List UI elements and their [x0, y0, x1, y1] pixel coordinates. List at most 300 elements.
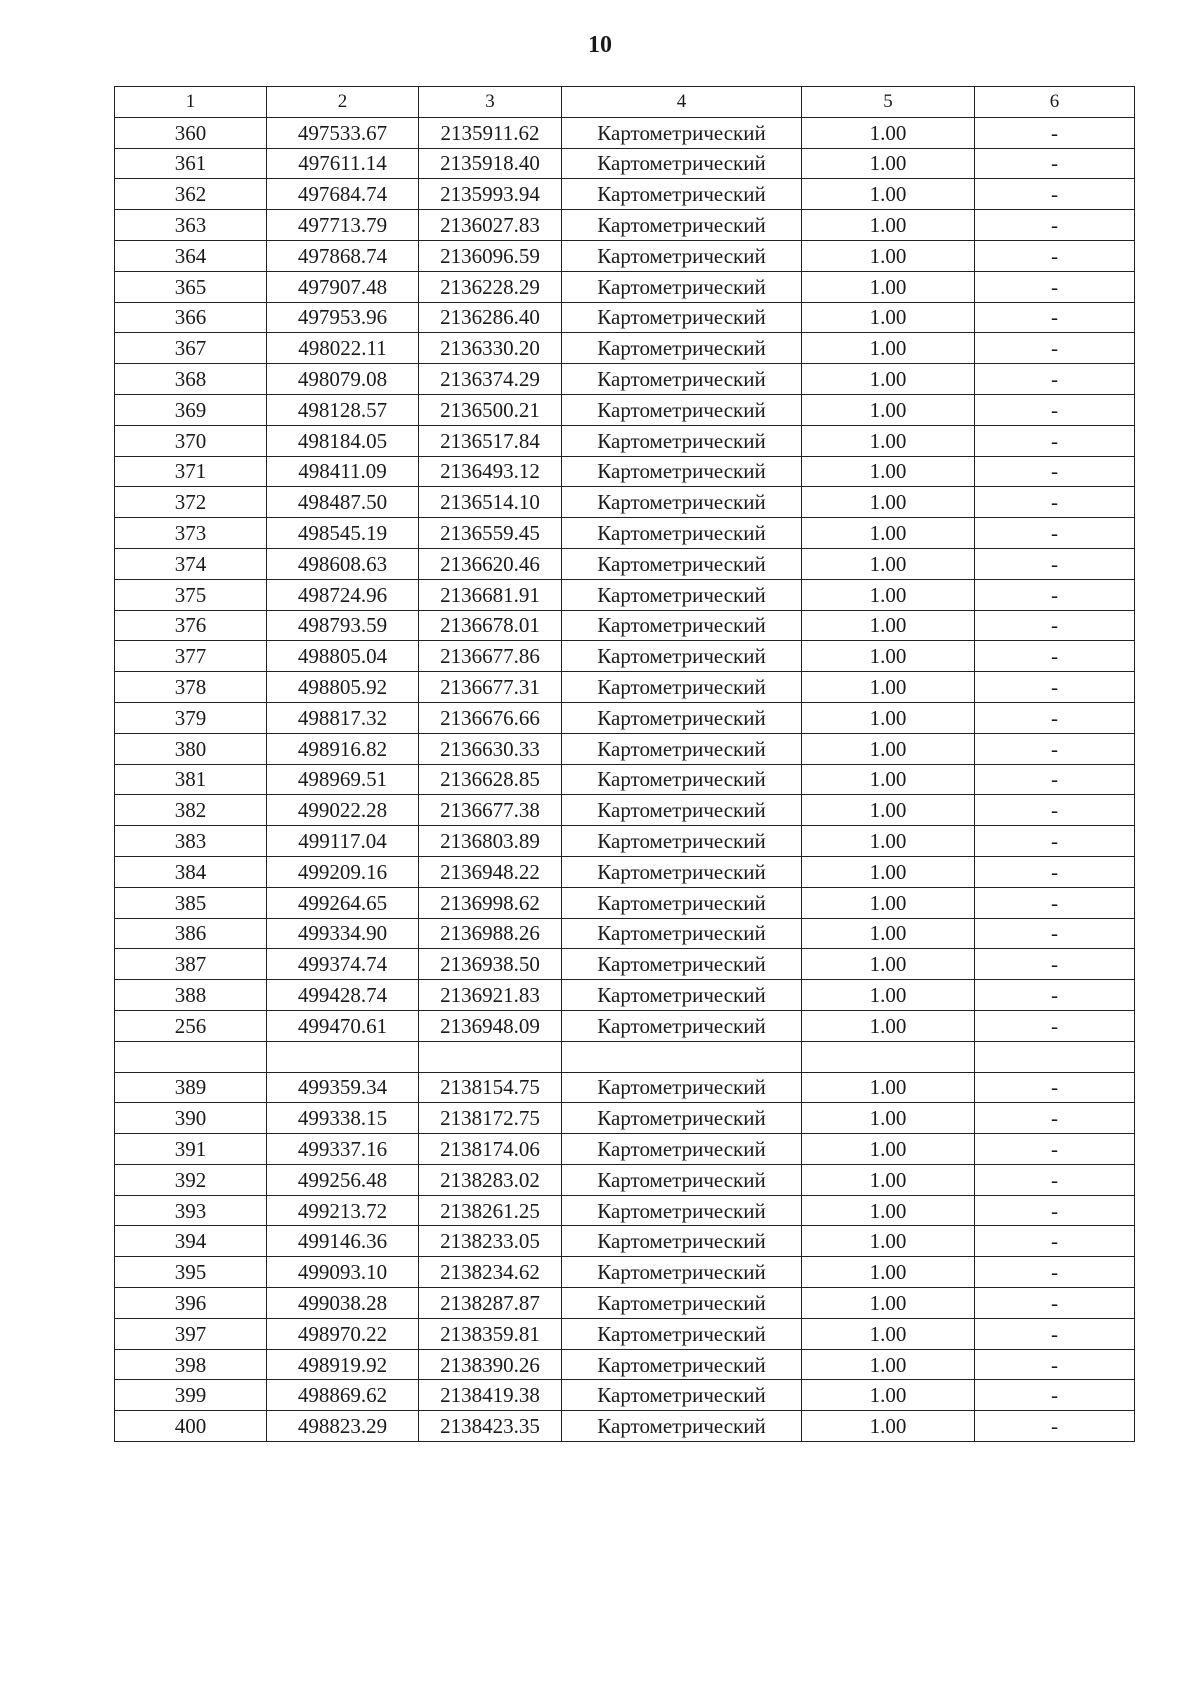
description-cell: - [975, 1072, 1135, 1103]
method-cell: Картометрический [562, 579, 802, 610]
y-coordinate-cell: 2135918.40 [419, 148, 562, 179]
table-row [115, 733, 1135, 764]
method-cell: Картометрический [562, 1103, 802, 1134]
x-coordinate-cell: 498805.92 [267, 672, 419, 703]
point-number-cell: 376 [115, 610, 267, 641]
y-coordinate-cell: 2136677.86 [419, 641, 562, 672]
x-coordinate-cell: 497713.79 [267, 210, 419, 241]
point-number-cell: 361 [115, 148, 267, 179]
y-coordinate-cell: 2136374.29 [419, 364, 562, 395]
y-coordinate-cell: 2136500.21 [419, 394, 562, 425]
table-row [115, 548, 1135, 579]
accuracy-cell: 1.00 [802, 148, 975, 179]
y-coordinate-cell: 2136286.40 [419, 302, 562, 333]
y-coordinate-cell: 2136559.45 [419, 518, 562, 549]
y-coordinate-cell: 2136681.91 [419, 579, 562, 610]
description-cell: - [975, 826, 1135, 857]
description-cell: - [975, 148, 1135, 179]
method-cell: Картометрический [562, 641, 802, 672]
method-cell: Картометрический [562, 887, 802, 918]
table-row [115, 1072, 1135, 1103]
point-number-cell: 397 [115, 1318, 267, 1349]
method-cell: Картометрический [562, 210, 802, 241]
x-coordinate-cell: 499359.34 [267, 1072, 419, 1103]
y-coordinate-cell: 2138233.05 [419, 1226, 562, 1257]
y-coordinate-cell: 2138287.87 [419, 1288, 562, 1319]
point-number-cell: 390 [115, 1103, 267, 1134]
method-cell: Картометрический [562, 949, 802, 980]
table-row [115, 1288, 1135, 1319]
accuracy-cell: 1.00 [802, 210, 975, 241]
point-number-cell: 371 [115, 456, 267, 487]
description-cell: - [975, 364, 1135, 395]
point-number-cell: 360 [115, 117, 267, 148]
accuracy-cell: 1.00 [802, 641, 975, 672]
y-coordinate-cell: 2138172.75 [419, 1103, 562, 1134]
table-row [115, 1380, 1135, 1411]
x-coordinate-cell: 498805.04 [267, 641, 419, 672]
method-cell: Картометрический [562, 117, 802, 148]
method-cell: Картометрический [562, 1318, 802, 1349]
method-cell: Картометрический [562, 333, 802, 364]
point-number-cell: 398 [115, 1349, 267, 1380]
accuracy-cell: 1.00 [802, 394, 975, 425]
description-cell: - [975, 117, 1135, 148]
y-coordinate-cell: 2136998.62 [419, 887, 562, 918]
method-cell: Картометрический [562, 1072, 802, 1103]
method-cell: Картометрический [562, 1164, 802, 1195]
point-number-cell: 256 [115, 1010, 267, 1041]
method-cell: Картометрический [562, 1257, 802, 1288]
point-number-cell: 391 [115, 1134, 267, 1165]
table-row [115, 271, 1135, 302]
accuracy-cell: 1.00 [802, 1349, 975, 1380]
table-row [115, 1103, 1135, 1134]
accuracy-cell: 1.00 [802, 364, 975, 395]
description-cell: - [975, 1195, 1135, 1226]
y-coordinate-cell: 2136514.10 [419, 487, 562, 518]
y-coordinate-cell: 2136677.31 [419, 672, 562, 703]
point-number-cell: 366 [115, 302, 267, 333]
method-cell: Картометрический [562, 795, 802, 826]
accuracy-cell: 1.00 [802, 1164, 975, 1195]
y-coordinate-cell: 2136517.84 [419, 425, 562, 456]
table-row [115, 456, 1135, 487]
y-coordinate-cell: 2136330.20 [419, 333, 562, 364]
description-cell: - [975, 856, 1135, 887]
x-coordinate-cell: 498724.96 [267, 579, 419, 610]
accuracy-cell: 1.00 [802, 579, 975, 610]
column-header: 6 [975, 87, 1135, 118]
description-cell: - [975, 1134, 1135, 1165]
method-cell: Картометрический [562, 518, 802, 549]
table-row [115, 579, 1135, 610]
method-cell: Картометрический [562, 456, 802, 487]
table-row [115, 1164, 1135, 1195]
method-cell: Картометрический [562, 240, 802, 271]
table-row [115, 980, 1135, 1011]
accuracy-cell: 1.00 [802, 1103, 975, 1134]
point-number-cell: 364 [115, 240, 267, 271]
method-cell: Картометрический [562, 856, 802, 887]
accuracy-cell: 1.00 [802, 271, 975, 302]
table-row [115, 210, 1135, 241]
y-coordinate-cell: 2138283.02 [419, 1164, 562, 1195]
description-cell: - [975, 1010, 1135, 1041]
y-coordinate-cell: 2136921.83 [419, 980, 562, 1011]
y-coordinate-cell: 2136948.09 [419, 1010, 562, 1041]
point-number-cell: 374 [115, 548, 267, 579]
table-row [115, 394, 1135, 425]
x-coordinate-cell: 499337.16 [267, 1134, 419, 1165]
y-coordinate-cell: 2136630.33 [419, 733, 562, 764]
x-coordinate-cell: 499470.61 [267, 1010, 419, 1041]
column-header: 3 [419, 87, 562, 118]
method-cell: Картометрический [562, 302, 802, 333]
method-cell: Картометрический [562, 980, 802, 1011]
table-row [115, 148, 1135, 179]
table-row [115, 179, 1135, 210]
accuracy-cell: 1.00 [802, 456, 975, 487]
x-coordinate-cell: 497953.96 [267, 302, 419, 333]
point-number-cell: 396 [115, 1288, 267, 1319]
x-coordinate-cell: 498184.05 [267, 425, 419, 456]
accuracy-cell: 1.00 [802, 1010, 975, 1041]
description-cell: - [975, 918, 1135, 949]
y-coordinate-cell: 2138261.25 [419, 1195, 562, 1226]
x-coordinate-cell: 498487.50 [267, 487, 419, 518]
x-coordinate-cell: 498916.82 [267, 733, 419, 764]
description-cell: - [975, 1411, 1135, 1442]
accuracy-cell: 1.00 [802, 425, 975, 456]
accuracy-cell [802, 1041, 975, 1072]
point-number-cell: 385 [115, 887, 267, 918]
point-number-cell: 383 [115, 826, 267, 857]
y-coordinate-cell: 2138359.81 [419, 1318, 562, 1349]
accuracy-cell: 1.00 [802, 733, 975, 764]
description-cell: - [975, 1164, 1135, 1195]
method-cell: Картометрический [562, 764, 802, 795]
description-cell: - [975, 887, 1135, 918]
method-cell: Картометрический [562, 918, 802, 949]
point-number-cell: 380 [115, 733, 267, 764]
y-coordinate-cell: 2136620.46 [419, 548, 562, 579]
description-cell: - [975, 795, 1135, 826]
x-coordinate-cell: 498869.62 [267, 1380, 419, 1411]
accuracy-cell: 1.00 [802, 764, 975, 795]
column-header: 5 [802, 87, 975, 118]
method-cell: Картометрический [562, 394, 802, 425]
table-row [115, 949, 1135, 980]
table-row [115, 826, 1135, 857]
table-row [115, 1010, 1135, 1041]
method-cell: Картометрический [562, 425, 802, 456]
accuracy-cell: 1.00 [802, 333, 975, 364]
table-row [115, 672, 1135, 703]
description-cell: - [975, 240, 1135, 271]
table-row [115, 764, 1135, 795]
y-coordinate-cell: 2136678.01 [419, 610, 562, 641]
column-header: 2 [267, 87, 419, 118]
y-coordinate-cell: 2136493.12 [419, 456, 562, 487]
table-row [115, 1349, 1135, 1380]
table-row [115, 641, 1135, 672]
table-row [115, 887, 1135, 918]
x-coordinate-cell: 499374.74 [267, 949, 419, 980]
description-cell: - [975, 733, 1135, 764]
y-coordinate-cell: 2136803.89 [419, 826, 562, 857]
point-number-cell: 381 [115, 764, 267, 795]
point-number-cell: 365 [115, 271, 267, 302]
table-row [115, 1134, 1135, 1165]
accuracy-cell: 1.00 [802, 1226, 975, 1257]
x-coordinate-cell: 497533.67 [267, 117, 419, 148]
accuracy-cell: 1.00 [802, 1195, 975, 1226]
accuracy-cell: 1.00 [802, 702, 975, 733]
y-coordinate-cell: 2138154.75 [419, 1072, 562, 1103]
description-cell: - [975, 1349, 1135, 1380]
x-coordinate-cell: 499428.74 [267, 980, 419, 1011]
accuracy-cell: 1.00 [802, 610, 975, 641]
method-cell: Картометрический [562, 1134, 802, 1165]
accuracy-cell: 1.00 [802, 302, 975, 333]
x-coordinate-cell: 498817.32 [267, 702, 419, 733]
x-coordinate-cell: 499256.48 [267, 1164, 419, 1195]
method-cell: Картометрический [562, 1288, 802, 1319]
point-number-cell: 386 [115, 918, 267, 949]
description-cell: - [975, 1318, 1135, 1349]
point-number-cell: 373 [115, 518, 267, 549]
point-number-cell: 370 [115, 425, 267, 456]
method-cell: Картометрический [562, 610, 802, 641]
method-cell: Картометрический [562, 148, 802, 179]
method-cell: Картометрический [562, 1411, 802, 1442]
column-header: 4 [562, 87, 802, 118]
y-coordinate-cell: 2138174.06 [419, 1134, 562, 1165]
description-cell: - [975, 210, 1135, 241]
x-coordinate-cell: 498079.08 [267, 364, 419, 395]
x-coordinate-cell: 497611.14 [267, 148, 419, 179]
description-cell: - [975, 548, 1135, 579]
x-coordinate-cell: 498969.51 [267, 764, 419, 795]
method-cell: Картометрический [562, 1226, 802, 1257]
y-coordinate-cell: 2136988.26 [419, 918, 562, 949]
method-cell: Картометрический [562, 1195, 802, 1226]
x-coordinate-cell: 497684.74 [267, 179, 419, 210]
description-cell: - [975, 271, 1135, 302]
accuracy-cell: 1.00 [802, 856, 975, 887]
description-cell: - [975, 425, 1135, 456]
description-cell: - [975, 949, 1135, 980]
description-cell: - [975, 764, 1135, 795]
x-coordinate-cell: 498545.19 [267, 518, 419, 549]
x-coordinate-cell: 499093.10 [267, 1257, 419, 1288]
x-coordinate-cell: 499264.65 [267, 887, 419, 918]
point-number-cell: 375 [115, 579, 267, 610]
description-cell: - [975, 456, 1135, 487]
accuracy-cell: 1.00 [802, 980, 975, 1011]
page-number: 10 [588, 32, 612, 58]
point-number-cell: 382 [115, 795, 267, 826]
table-row [115, 856, 1135, 887]
method-cell: Картометрический [562, 487, 802, 518]
table-header-row [115, 87, 1135, 118]
accuracy-cell: 1.00 [802, 1257, 975, 1288]
point-number-cell: 384 [115, 856, 267, 887]
method-cell: Картометрический [562, 702, 802, 733]
description-cell: - [975, 1288, 1135, 1319]
method-cell: Картометрический [562, 1010, 802, 1041]
point-number-cell: 368 [115, 364, 267, 395]
accuracy-cell: 1.00 [802, 918, 975, 949]
point-number-cell [115, 1041, 267, 1072]
description-cell: - [975, 302, 1135, 333]
x-coordinate-cell: 498608.63 [267, 548, 419, 579]
accuracy-cell: 1.00 [802, 1411, 975, 1442]
x-coordinate-cell [267, 1041, 419, 1072]
method-cell: Картометрический [562, 548, 802, 579]
accuracy-cell: 1.00 [802, 887, 975, 918]
table-row [115, 425, 1135, 456]
x-coordinate-cell: 497907.48 [267, 271, 419, 302]
x-coordinate-cell: 499038.28 [267, 1288, 419, 1319]
y-coordinate-cell: 2136628.85 [419, 764, 562, 795]
x-coordinate-cell: 498128.57 [267, 394, 419, 425]
method-cell: Картометрический [562, 364, 802, 395]
point-number-cell: 379 [115, 702, 267, 733]
description-cell: - [975, 702, 1135, 733]
description-cell: - [975, 1103, 1135, 1134]
table-row [115, 1226, 1135, 1257]
point-number-cell: 394 [115, 1226, 267, 1257]
description-cell: - [975, 980, 1135, 1011]
y-coordinate-cell: 2135993.94 [419, 179, 562, 210]
point-number-cell: 378 [115, 672, 267, 703]
x-coordinate-cell: 498793.59 [267, 610, 419, 641]
method-cell: Картометрический [562, 826, 802, 857]
method-cell: Картометрический [562, 179, 802, 210]
table-row [115, 518, 1135, 549]
x-coordinate-cell: 497868.74 [267, 240, 419, 271]
point-number-cell: 372 [115, 487, 267, 518]
column-header: 1 [115, 87, 267, 118]
x-coordinate-cell: 498022.11 [267, 333, 419, 364]
point-number-cell: 395 [115, 1257, 267, 1288]
point-number-cell: 362 [115, 179, 267, 210]
description-cell: - [975, 1380, 1135, 1411]
x-coordinate-cell: 499117.04 [267, 826, 419, 857]
table-row [115, 333, 1135, 364]
description-cell: - [975, 333, 1135, 364]
accuracy-cell: 1.00 [802, 518, 975, 549]
method-cell: Картометрический [562, 733, 802, 764]
accuracy-cell: 1.00 [802, 240, 975, 271]
description-cell [975, 1041, 1135, 1072]
accuracy-cell: 1.00 [802, 117, 975, 148]
method-cell [562, 1041, 802, 1072]
table-row [115, 1318, 1135, 1349]
description-cell: - [975, 641, 1135, 672]
description-cell: - [975, 518, 1135, 549]
table-row [115, 487, 1135, 518]
y-coordinate-cell: 2136677.38 [419, 795, 562, 826]
table-row [115, 1195, 1135, 1226]
y-coordinate-cell: 2138234.62 [419, 1257, 562, 1288]
y-coordinate-cell: 2138423.35 [419, 1411, 562, 1442]
table-row [115, 610, 1135, 641]
table-row [115, 364, 1135, 395]
accuracy-cell: 1.00 [802, 1380, 975, 1411]
point-number-cell: 388 [115, 980, 267, 1011]
point-number-cell: 387 [115, 949, 267, 980]
description-cell: - [975, 1226, 1135, 1257]
accuracy-cell: 1.00 [802, 949, 975, 980]
y-coordinate-cell: 2136948.22 [419, 856, 562, 887]
x-coordinate-cell: 499338.15 [267, 1103, 419, 1134]
table-row [115, 795, 1135, 826]
table-body [115, 117, 1135, 1441]
table-row [115, 1257, 1135, 1288]
accuracy-cell: 1.00 [802, 487, 975, 518]
x-coordinate-cell: 498970.22 [267, 1318, 419, 1349]
description-cell: - [975, 487, 1135, 518]
x-coordinate-cell: 498823.29 [267, 1411, 419, 1442]
accuracy-cell: 1.00 [802, 1318, 975, 1349]
y-coordinate-cell: 2136027.83 [419, 210, 562, 241]
method-cell: Картометрический [562, 1349, 802, 1380]
point-number-cell: 369 [115, 394, 267, 425]
description-cell: - [975, 579, 1135, 610]
x-coordinate-cell: 499334.90 [267, 918, 419, 949]
point-number-cell: 392 [115, 1164, 267, 1195]
point-number-cell: 400 [115, 1411, 267, 1442]
y-coordinate-cell: 2136228.29 [419, 271, 562, 302]
point-number-cell: 393 [115, 1195, 267, 1226]
point-number-cell: 377 [115, 641, 267, 672]
method-cell: Картометрический [562, 271, 802, 302]
description-cell: - [975, 179, 1135, 210]
table-row [115, 1411, 1135, 1442]
description-cell: - [975, 610, 1135, 641]
method-cell: Картометрический [562, 672, 802, 703]
accuracy-cell: 1.00 [802, 1072, 975, 1103]
x-coordinate-cell: 499022.28 [267, 795, 419, 826]
accuracy-cell: 1.00 [802, 795, 975, 826]
accuracy-cell: 1.00 [802, 672, 975, 703]
y-coordinate-cell: 2138419.38 [419, 1380, 562, 1411]
accuracy-cell: 1.00 [802, 179, 975, 210]
x-coordinate-cell: 499209.16 [267, 856, 419, 887]
y-coordinate-cell: 2136938.50 [419, 949, 562, 980]
description-cell: - [975, 394, 1135, 425]
table-row [115, 302, 1135, 333]
x-coordinate-cell: 498919.92 [267, 1349, 419, 1380]
table-row [115, 240, 1135, 271]
y-coordinate-cell: 2138390.26 [419, 1349, 562, 1380]
description-cell: - [975, 672, 1135, 703]
y-coordinate-cell: 2136676.66 [419, 702, 562, 733]
point-number-cell: 399 [115, 1380, 267, 1411]
table-row [115, 1041, 1135, 1072]
point-number-cell: 363 [115, 210, 267, 241]
y-coordinate-cell [419, 1041, 562, 1072]
y-coordinate-cell: 2135911.62 [419, 117, 562, 148]
accuracy-cell: 1.00 [802, 1134, 975, 1165]
accuracy-cell: 1.00 [802, 548, 975, 579]
y-coordinate-cell: 2136096.59 [419, 240, 562, 271]
x-coordinate-cell: 499146.36 [267, 1226, 419, 1257]
point-number-cell: 367 [115, 333, 267, 364]
